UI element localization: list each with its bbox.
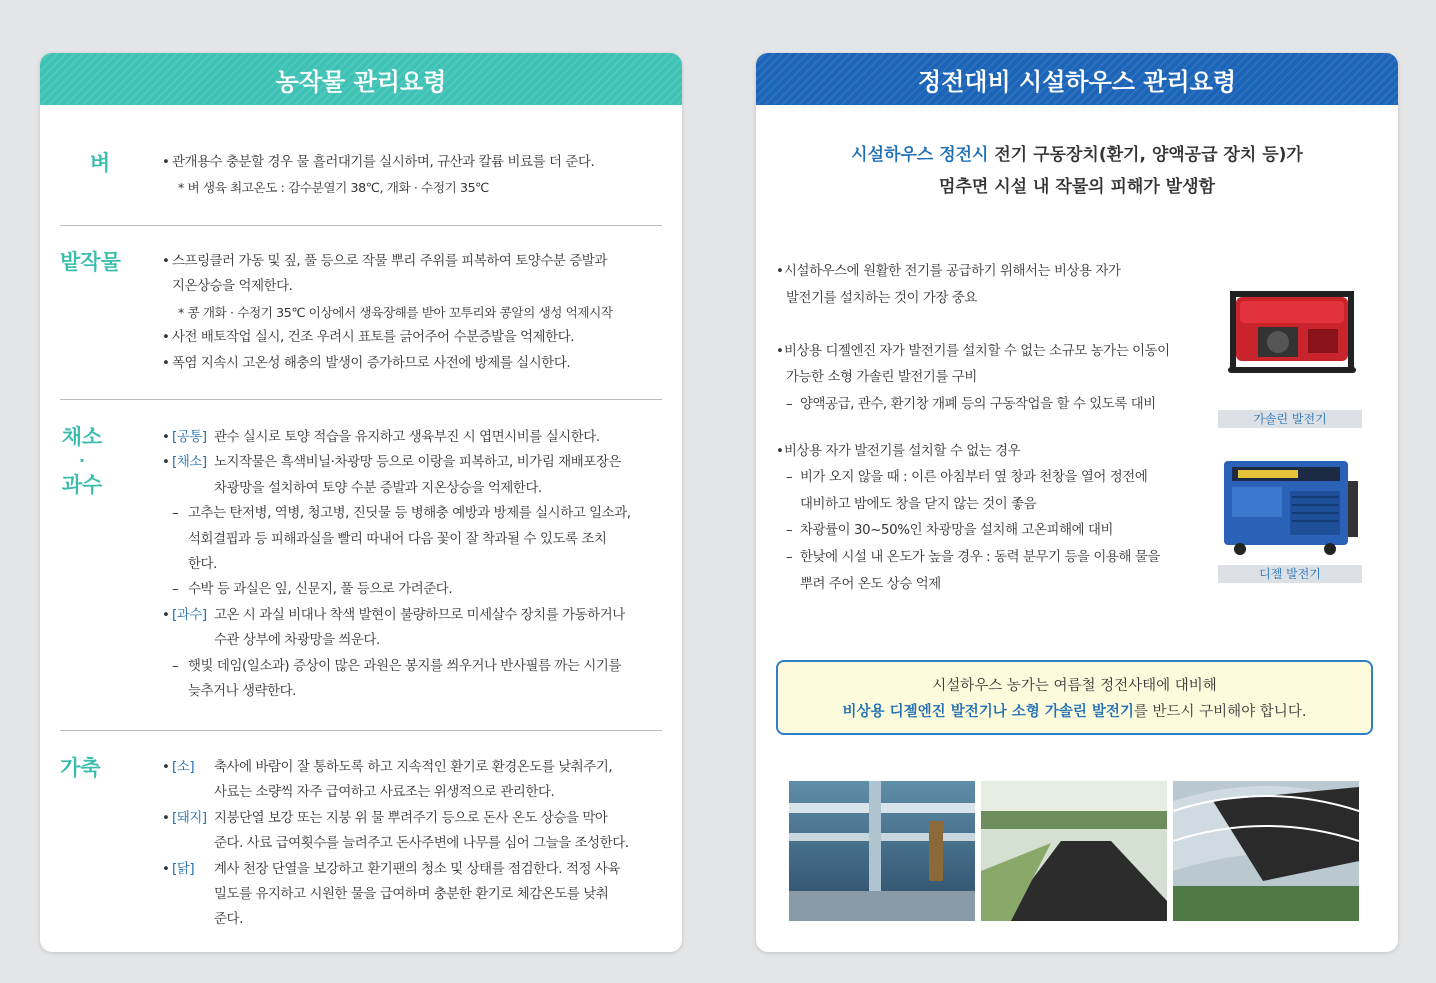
guidance-line: 뿌려 주어 온도 상승 억제 (800, 576, 941, 592)
guidance-line: – 비가 오지 않을 때 : 이른 아침부터 옆 창과 천창을 열어 정전에 (786, 470, 1148, 486)
livestock-line: 준다. 사료 급여횟수를 늘려주고 돈사주변에 나무를 심어 그늘을 조성한다. (214, 836, 629, 852)
guidance-line: • 비상용 디젤엔진 자가 발전기를 설치할 수 없는 소규모 농가는 이동이 (776, 339, 1206, 366)
guidance-line: – 한낮에 시설 내 온도가 높을 경우 : 동력 분무기 등을 이용해 물을 (786, 549, 1160, 565)
divider (60, 225, 662, 226)
field-line: • 사전 배토작업 실시, 건조 우려시 표토를 긁어주어 수분증발을 억제한다. (162, 325, 662, 350)
greenhouse-interior-photo (789, 781, 975, 921)
tag-fruit: [과수] (172, 607, 207, 623)
label-separator: · (78, 451, 86, 470)
veg-line: – 햇빛 데임(일소과) 증상이 많은 과원은 봉지를 씌우거나 반사필름 까는 시기를 (172, 658, 621, 674)
livestock-line: • [소] 축사에 바람이 잘 통하도록 하고 지속적인 환기로 환경온도를 낮춰주기, (162, 755, 662, 780)
guidance-line: • 시설하우스에 원활한 전기를 공급하기 위해서는 비상용 자가 (776, 259, 1206, 286)
veg-line: 한다. (188, 557, 217, 573)
veg-line: 석회결핍과 등 피해과실을 빨리 따내어 다음 꽃이 잘 착과될 수 있도록 조치 (188, 531, 607, 547)
notice-line: 시설하우스 농가는 여름철 정전사태에 대비해 (932, 678, 1217, 694)
field-line: • 폭염 지속시 고온성 해충의 발생이 증가하므로 사전에 방제를 실시한다. (162, 351, 662, 376)
guidance-line: – 양액공급, 관수, 환기창 개폐 등의 구동작업을 할 수 있도록 대비 (786, 396, 1156, 412)
vegetables-fruit-label (60, 425, 104, 497)
gasoline-generator-caption: 가솔린 발전기 (1218, 410, 1362, 428)
field-line: 지온상승을 억제한다. (172, 279, 293, 295)
livestock-line: 밀도를 유지하고 시원한 물을 급여하며 충분한 환기로 체감온도를 낮춰 (214, 887, 609, 903)
veg-line: • [채소] 노지작물은 흑색비닐·차광망 등으로 이랑을 피복하고, 비가림 재배포장은 (162, 450, 662, 475)
tag-chicken: [닭] (172, 861, 195, 877)
intro-text: 시설하우스 정전시 전기 구동장치(환기, 양액공급 장치 등)가 멈추면 시설 내 작물의 피해가 발생함 (851, 145, 1303, 197)
power-outage-card (756, 53, 1398, 952)
veg-line: 차광망을 설치하여 토양 수분 증발과 지온상승을 억제한다. (214, 480, 542, 496)
crop-management-card (40, 53, 682, 952)
notice-box: 시설하우스 농가는 여름철 정전사태에 대비해 비상용 디젤엔진 발전기나 소형 가솔린 발전기를 반드시 구비해야 합니다. (776, 660, 1373, 735)
crop-management-title: 농작물 관리요령 (40, 53, 682, 105)
livestock-line: 준다. (214, 912, 243, 928)
guidance-line: 가능한 소형 가솔린 발전기를 구비 (786, 370, 977, 386)
black-mulch-field-photo (981, 781, 1167, 921)
livestock-line: • [닭] 계사 천장 단열을 보강하고 환기팬의 청소 및 상태를 점검한다. 적정 사육 (162, 857, 662, 882)
rice-label: 벼 (89, 151, 111, 175)
intro-highlight: 시설하우스 정전시 (851, 145, 989, 165)
veg-line: – 고추는 탄저병, 역병, 청고병, 진딧물 등 병해충 예방과 방제를 실시하고 일소과, (172, 506, 631, 522)
rice-note: * 벼 생육 최고온도 : 감수분열기 38℃, 개화 · 수정기 35℃ (178, 180, 489, 196)
vegetables-label: 채소 (61, 425, 103, 449)
fruit-label: 과수 (61, 473, 103, 497)
divider (60, 399, 662, 400)
guidance-list (776, 259, 1206, 598)
gasoline-generator-image (1218, 275, 1362, 383)
power-outage-title: 정전대비 시설하우스 관리요령 (756, 53, 1398, 105)
shade-net-greenhouse-photo (1173, 781, 1359, 921)
field-crops-label: 밭작물 (60, 250, 121, 274)
guidance-line: – 차광률이 30~50%인 차광망을 설치해 고온피해에 대비 (786, 523, 1114, 539)
guidance-line: 발전기를 설치하는 것이 가장 중요 (786, 290, 977, 306)
guidance-line: 대비하고 밤에도 창을 닫지 않는 것이 좋음 (800, 496, 1037, 512)
veg-line: 수관 상부에 차광망을 씌운다. (214, 633, 380, 649)
field-note: * 콩 개화 · 수정기 35℃ 이상에서 생육장해를 받아 꼬투리와 콩알의 생성 억제시작 (178, 304, 613, 320)
diesel-generator-image (1218, 451, 1362, 559)
tag-cattle: [소] (172, 760, 195, 775)
livestock-line: 사료는 소량씩 자주 급여하고 사료조는 위생적으로 관리한다. (214, 785, 555, 801)
veg-line: • [공통] 관수 실시로 토양 적습을 유지하고 생육부진 시 엽면시비를 실시한다. (162, 425, 662, 450)
tag-pig: [돼지] (172, 810, 207, 826)
diesel-generator-caption: 디젤 발전기 (1218, 565, 1362, 583)
veg-line: 늦추거나 생략한다. (188, 684, 296, 700)
guidance-line: • 비상용 자가 발전기를 설치할 수 없는 경우 (776, 439, 1206, 466)
veg-line: – 수박 등 과실은 잎, 신문지, 풀 등으로 가려준다. (172, 582, 453, 598)
rice-line: • 관개용수 충분할 경우 물 흘러대기를 실시하며, 규산과 칼륨 비료를 더 준다. (162, 150, 662, 175)
field-line: • 스프링클러 가동 및 짚, 풀 등으로 작물 뿌리 주위를 피복하여 토양수분 증발과 (162, 249, 662, 274)
notice-highlight: 비상용 디젤엔진 발전기나 소형 가솔린 발전기 (842, 704, 1134, 720)
tag-vegetable: [채소] (172, 455, 207, 471)
divider (60, 730, 662, 731)
tag-common: [공통] (172, 430, 207, 445)
livestock-line: • [돼지] 지붕단열 보강 또는 지붕 위 물 뿌려주기 등으로 돈사 온도 상승을 막아 (162, 806, 662, 831)
livestock-label: 가축 (60, 756, 101, 780)
veg-line: • [과수] 고온 시 과실 비대나 착색 발현이 불량하므로 미세살수 장치를 가동하거나 (162, 603, 662, 628)
